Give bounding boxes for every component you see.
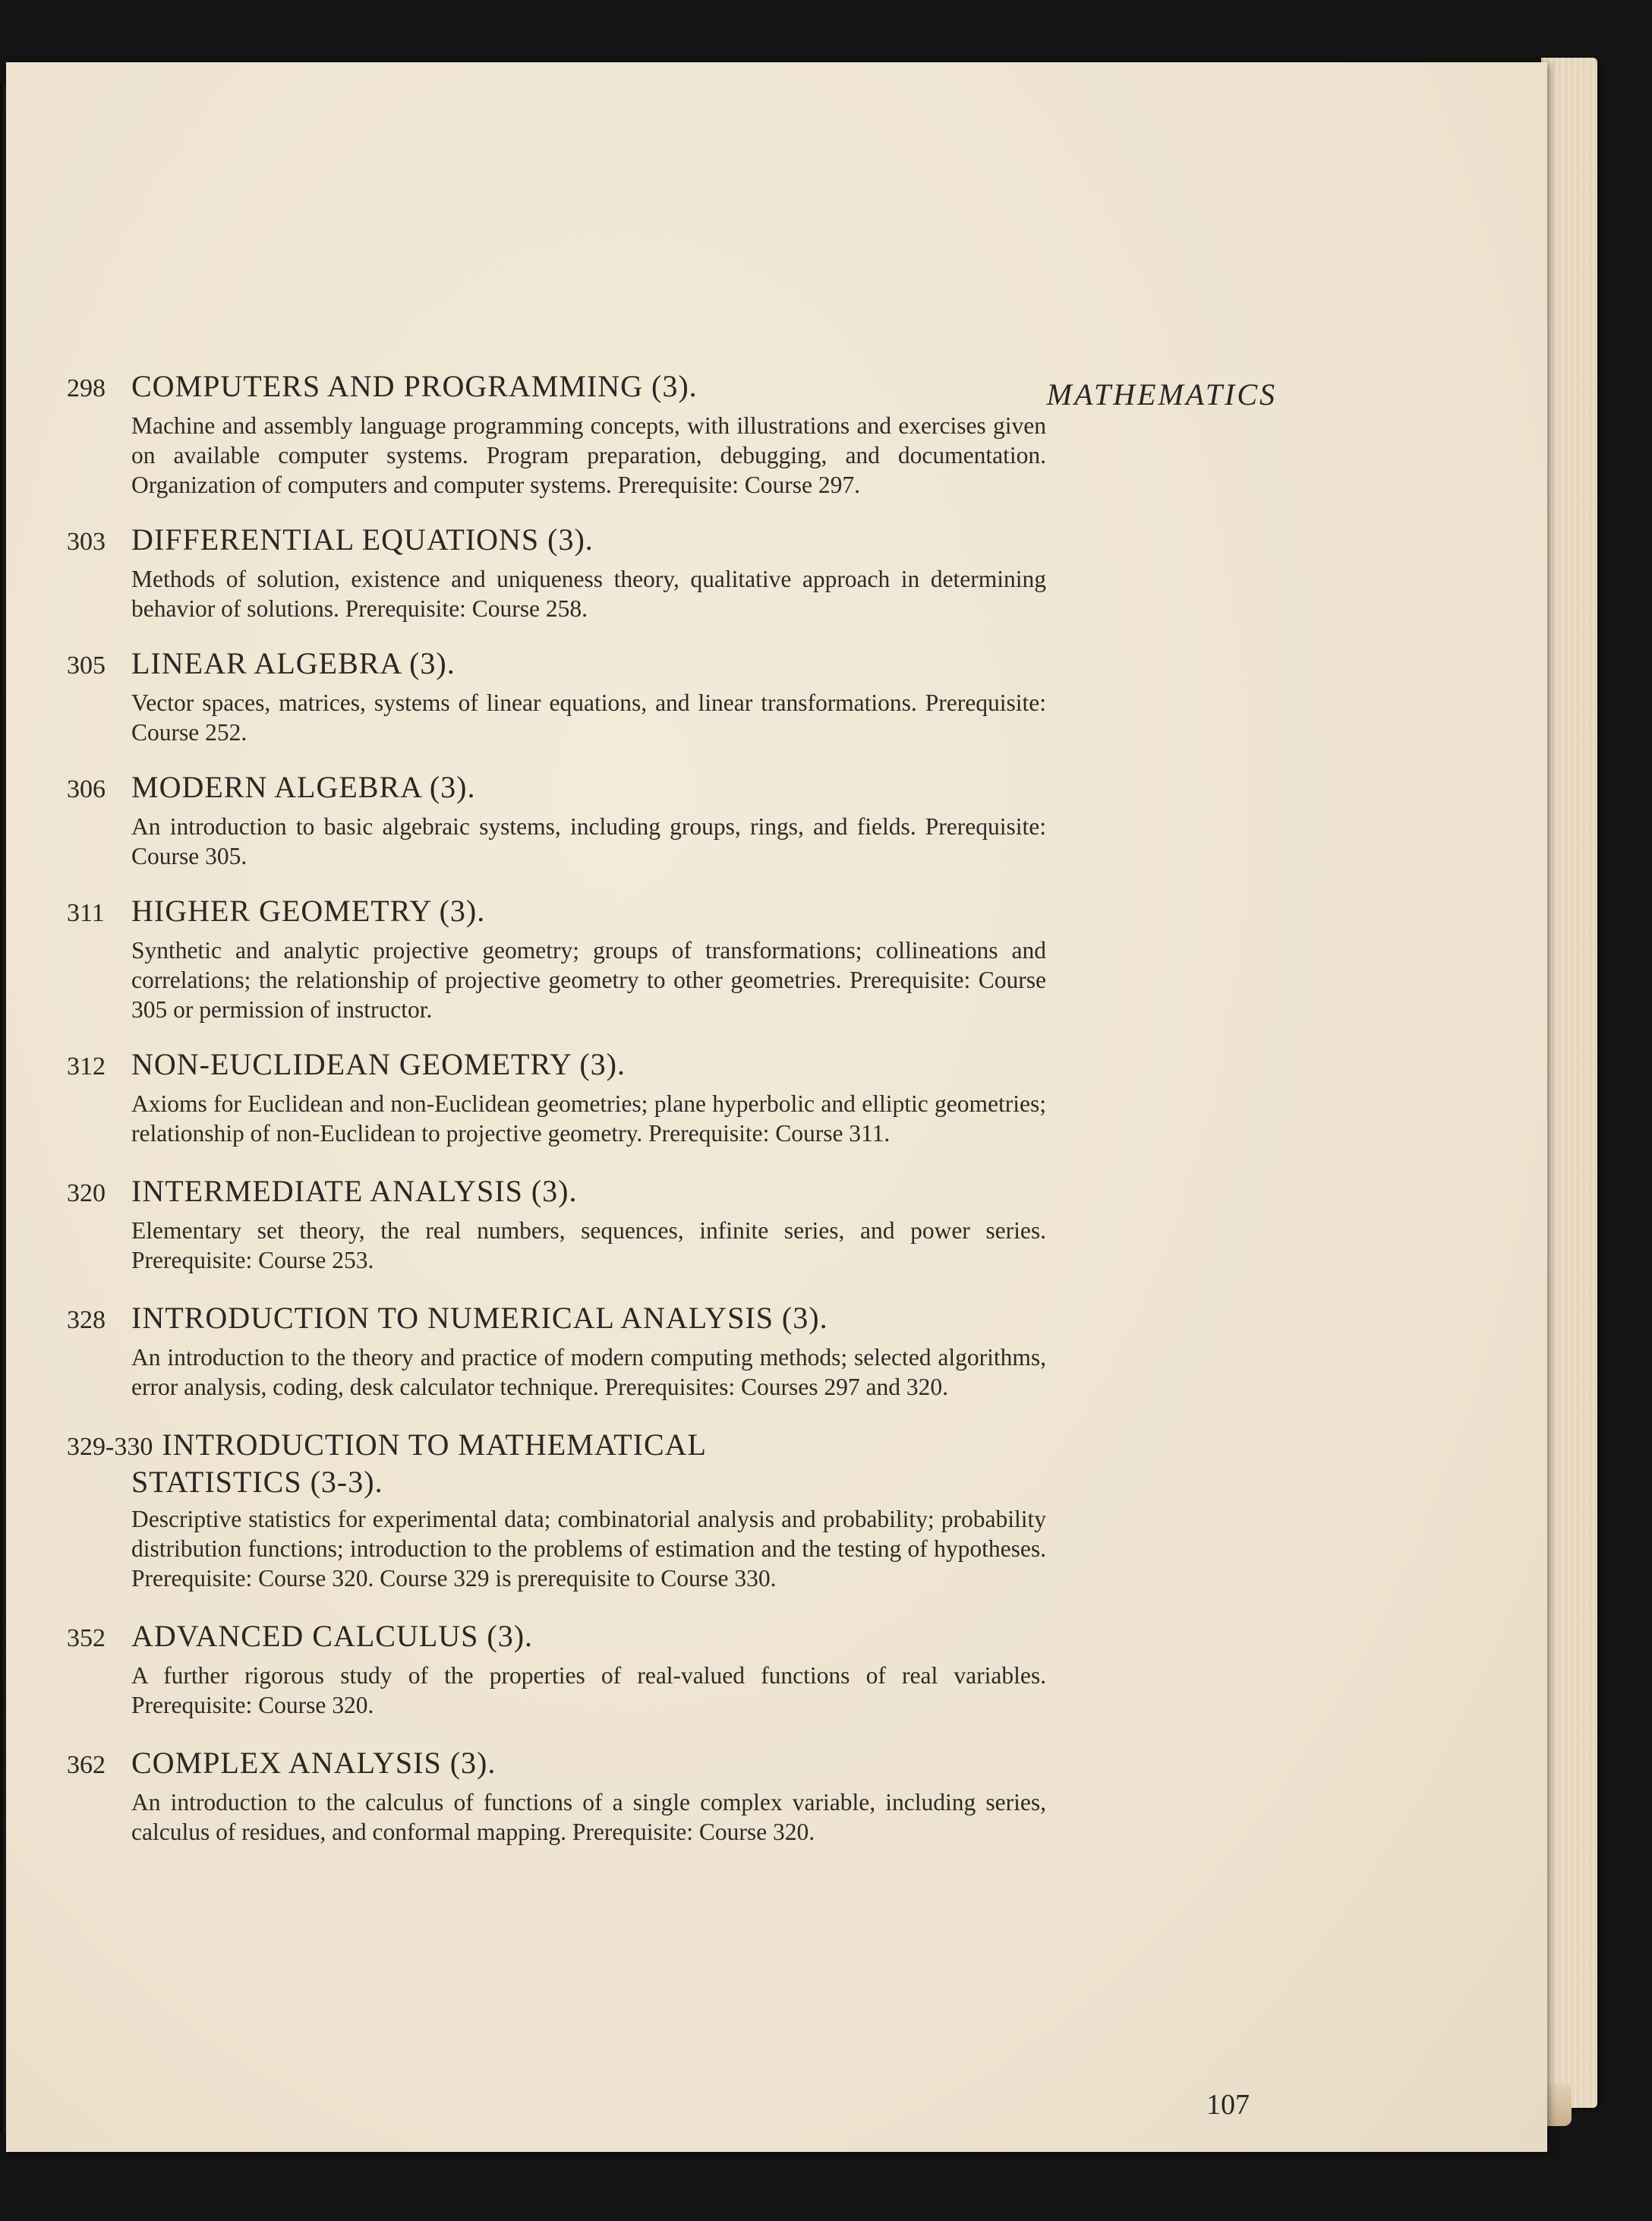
course-heading [67,1619,1046,1656]
course-heading [67,1174,1046,1211]
course-description: Machine and assembly language programming concepts, with illustrations and exercises given on available computer systems. Program preparation, debugging, and documentation. Organization of computers and computer systems. Prerequisite: Course 297. [131,412,1046,498]
course-heading [67,1301,1046,1338]
course-number: 298 [67,374,106,402]
course-description: A further rigorous study of the properties of real-valued functions of real variables. Prerequisite: Course 320. [131,1662,1046,1718]
course-heading [67,1047,1046,1084]
course-heading [67,1746,1046,1783]
course-entry [67,1619,1046,1720]
course-heading [67,522,1046,560]
course-entry [67,1428,1046,1593]
course-entry [67,1047,1046,1148]
course-heading [67,646,1046,683]
page-stack-edge [1541,58,1597,2108]
course-title: INTERMEDIATE ANALYSIS (3). [131,1174,578,1208]
course-entry [67,1301,1046,1402]
course-title: MODERN ALGEBRA (3). [131,770,476,804]
course-entry [67,646,1046,747]
course-description: Elementary set theory, the real numbers, sequences, infinite series, and power series. Prerequisite: Course 253. [131,1217,1046,1273]
course-number: 352 [67,1624,106,1652]
course-description: Synthetic and analytic projective geometry; groups of transformations; collineations and correlations; the relationship of projective geometry to other geometries. Prerequisite: Course 305 or permission of instructor. [131,937,1046,1023]
course-description: An introduction to the calculus of functions of a single complex variable, including series, calculus of residues, and conformal mapping. Prerequisite: Course 320. [131,1789,1046,1845]
course-description: Vector spaces, matrices, systems of linear equations, and linear transformations. Prerequisite: Course 252. [131,689,1046,746]
course-title: COMPLEX ANALYSIS (3). [131,1746,497,1780]
course-title: DIFFERENTIAL EQUATIONS (3). [131,522,594,557]
course-title-continued: STATISTICS (3-3). [131,1465,383,1499]
section-heading: MATHEMATICS [1046,377,1277,412]
course-heading [67,770,1046,807]
catalog-page [6,62,1547,2152]
course-heading [67,369,1046,406]
course-description: An introduction to the theory and practice of modern computing methods; selected algorithms, error analysis, coding, desk calculator technique. Prerequisites: Courses 297 and 320. [131,1344,1046,1400]
course-entry [67,1746,1046,1847]
course-number: 312 [67,1052,106,1081]
course-heading [67,1428,1046,1500]
course-number: 329-330 [67,1433,153,1461]
course-list [67,369,1046,1847]
course-description: Descriptive statistics for experimental data; combinatorial analysis and probability; probability distribution functions; introduction to the problems of estimation and the testing of hypotheses. Prerequisite: Course 320. Course 329 is prerequisite to Course 330. [131,1506,1046,1592]
course-heading [67,894,1046,931]
course-title: INTRODUCTION TO NUMERICAL ANALYSIS (3). [131,1301,828,1335]
course-entry [67,770,1046,871]
course-title: LINEAR ALGEBRA (3). [131,646,456,680]
course-description: An introduction to basic algebraic systems, including groups, rings, and fields. Prerequisite: Course 305. [131,813,1046,869]
course-title: INTRODUCTION TO MATHEMATICAL [162,1428,707,1462]
page-number: 107 [1206,2089,1250,2121]
course-number: 362 [67,1751,106,1779]
course-entry [67,369,1046,500]
course-description: Axioms for Euclidean and non-Euclidean geometries; plane hyperbolic and elliptic geometries; relationship of non-Euclidean to projective geometry. Prerequisite: Course 311. [131,1090,1046,1147]
course-entry [67,894,1046,1024]
course-number: 305 [67,651,106,680]
course-number: 328 [67,1306,106,1334]
course-entry [67,522,1046,623]
course-title: ADVANCED CALCULUS (3). [131,1619,534,1653]
course-title: COMPUTERS AND PROGRAMMING (3). [131,369,698,403]
course-number: 303 [67,528,106,556]
course-title: NON-EUCLIDEAN GEOMETRY (3). [131,1047,626,1081]
course-title: HIGHER GEOMETRY (3). [131,894,486,928]
course-number: 306 [67,775,106,803]
course-number: 311 [67,899,105,927]
course-description: Methods of solution, existence and uniqueness theory, qualitative approach in determining behavior of solutions. Prerequisite: Course 258. [131,566,1046,622]
course-entry [67,1174,1046,1275]
course-number: 320 [67,1179,106,1207]
